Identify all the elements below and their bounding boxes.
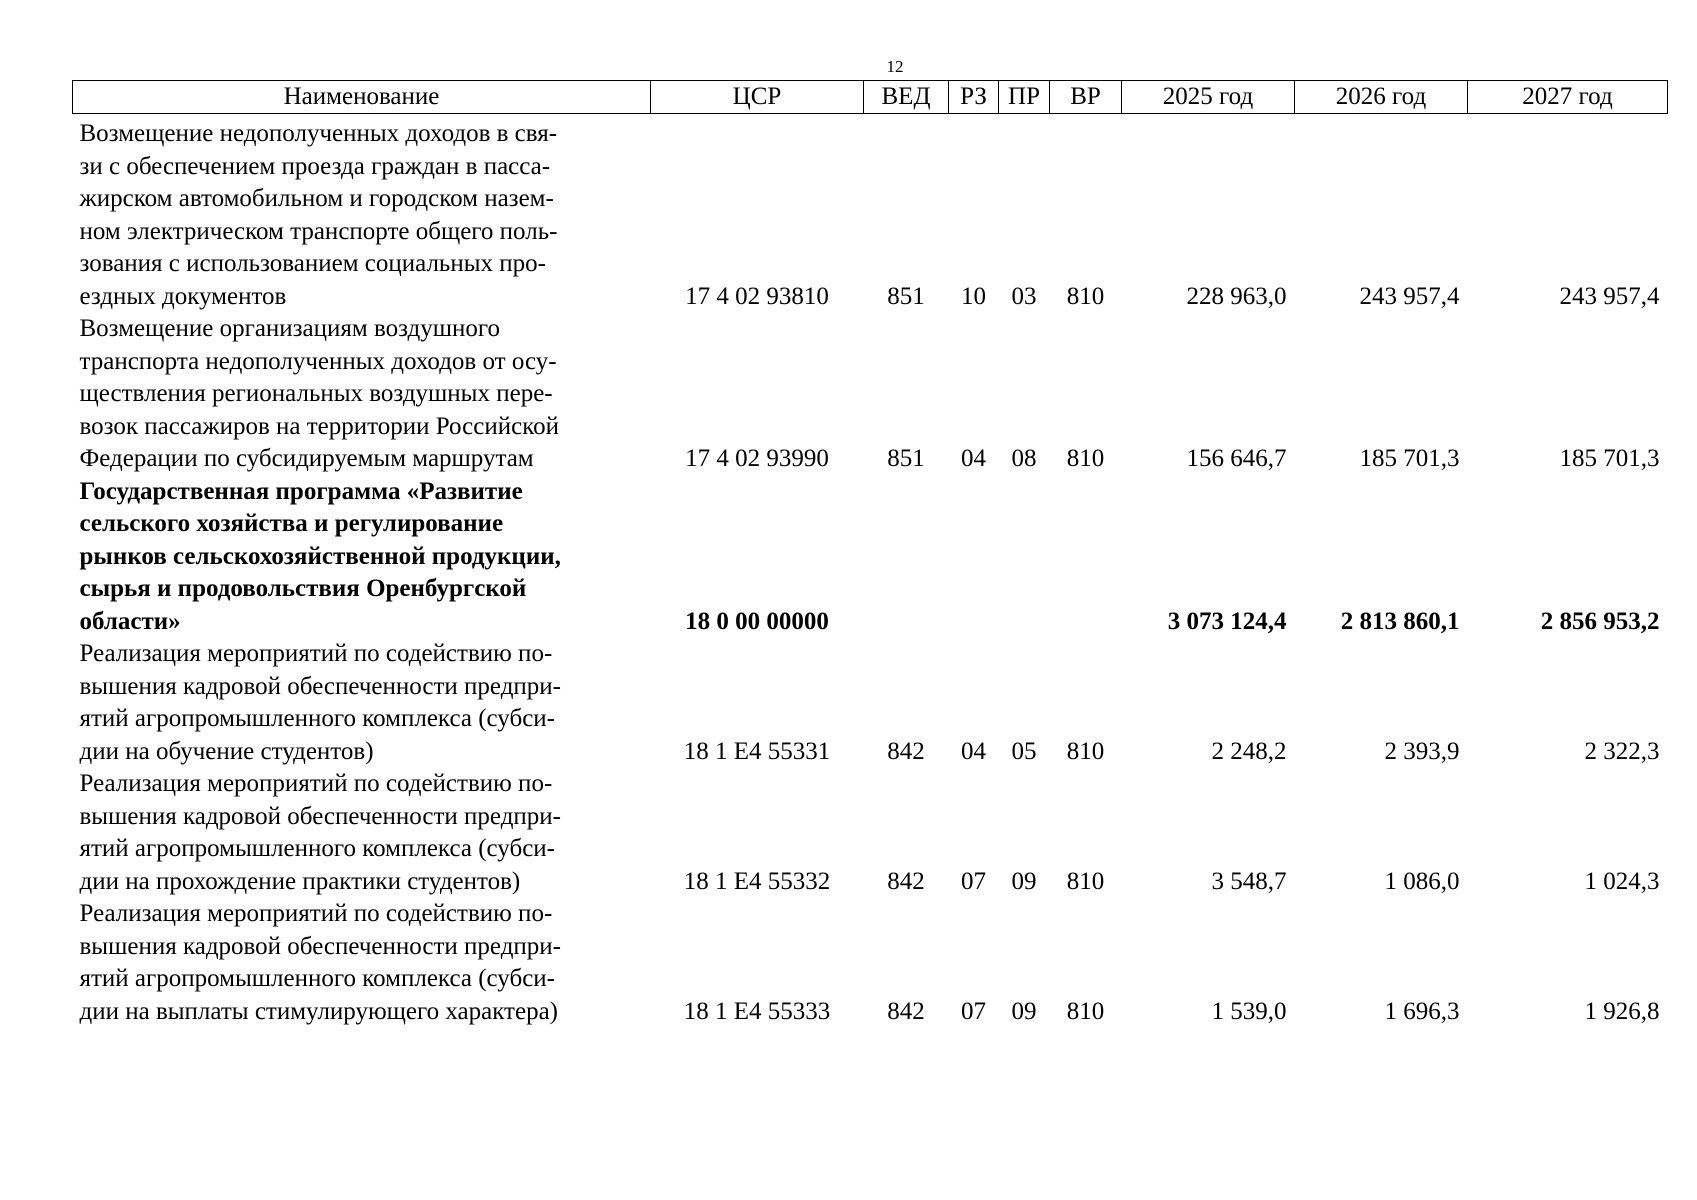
name-line: рынков сельскохозяйственной продукции, <box>79 542 561 570</box>
cell-y2026: 2 813 860,1 <box>1340 607 1460 635</box>
cell-y2025: 156 646,7 <box>1186 445 1287 472</box>
table-header <box>73 81 1668 114</box>
name-line: области» <box>79 607 181 635</box>
cell-y2026: 2 393,9 <box>1384 737 1460 765</box>
header-row <box>73 81 1668 114</box>
name-line: Реализация мероприятий по содействию по- <box>79 900 553 927</box>
name-line: дии на выплаты стимулирующего характера) <box>79 997 559 1025</box>
cell-y2027: 243 957,4 <box>1559 282 1660 310</box>
header-vr: ВР <box>1050 81 1122 114</box>
header-ved: ВЕД <box>864 81 949 114</box>
name-line: ятий агропромышленного комплекса (субси- <box>79 705 555 732</box>
cell-y2025: 228 963,0 <box>1186 282 1287 310</box>
cell-vr: 810 <box>1066 445 1105 472</box>
header-csr: ЦСР <box>651 81 864 114</box>
cell-y2027: 185 701,3 <box>1559 445 1660 472</box>
name-line: Возмещение недополученных доходов в свя- <box>79 120 558 147</box>
cell-csr: 18 1 E4 55332 <box>683 867 831 895</box>
cell-y2025: 2 248,2 <box>1211 737 1287 765</box>
cell-ved: 842 <box>887 737 925 765</box>
cell-y2026: 1 696,3 <box>1384 997 1460 1025</box>
cell-name <box>73 476 651 639</box>
cell-vr: 810 <box>1066 997 1105 1025</box>
name-line: ществления региональных воздушных пере- <box>79 380 553 407</box>
table-row <box>73 114 1668 314</box>
cell-rz: 10 <box>961 282 986 310</box>
name-line: вышения кадровой обеспеченности предпри- <box>79 932 562 960</box>
name-line: дии на прохождение практики студентов) <box>79 867 521 895</box>
name-line: зования с использованием социальных про- <box>79 250 546 277</box>
header-pr: ПР <box>999 81 1050 114</box>
cell-rz: 07 <box>961 997 986 1025</box>
table-row <box>73 476 1668 639</box>
header-2026: 2026 год <box>1295 81 1468 114</box>
name-line: Реализация мероприятий по содействию по- <box>79 640 553 667</box>
table-row <box>73 768 1668 898</box>
table-row <box>73 313 1668 476</box>
cell-pr: 05 <box>1011 737 1037 765</box>
cell-ved: 842 <box>887 997 925 1025</box>
cell-pr: 03 <box>1011 282 1037 310</box>
name-line: транспорта недополученных доходов от осу- <box>79 347 557 375</box>
cell-y2027: 2 322,3 <box>1584 737 1660 765</box>
name-line: сельского хозяйства и регулирование <box>79 510 504 537</box>
name-line: жирском автомобильном и городском назем- <box>79 185 554 212</box>
cell-ved <box>864 476 949 639</box>
cell-name <box>73 638 651 768</box>
cell-vr: 810 <box>1066 282 1105 310</box>
budget-table <box>72 80 1668 1028</box>
name-line: Федерации по субсидируемым маршрутам <box>79 445 534 472</box>
name-line: Возмещение организациям воздушного <box>79 315 501 342</box>
cell-ved: 842 <box>887 867 925 895</box>
header-name: Наименование <box>73 81 651 114</box>
name-line: ном электрическом транспорте общего поль- <box>79 217 558 245</box>
page-number: 12 <box>886 57 904 76</box>
cell-name <box>73 768 651 898</box>
cell-pr: 09 <box>1011 997 1037 1025</box>
name-line: зи с обеспечением проезда граждан в пасса- <box>79 152 551 180</box>
header-2027: 2027 год <box>1468 81 1668 114</box>
name-line: Реализация мероприятий по содействию по- <box>79 770 553 797</box>
cell-pr: 08 <box>1011 445 1037 472</box>
name-line: ездных документов <box>79 282 287 310</box>
cell-vr <box>1050 476 1122 639</box>
name-line: сырья и продовольствия Оренбургской <box>79 575 527 602</box>
header-2025: 2025 год <box>1122 81 1295 114</box>
cell-csr: 18 0 00 00000 <box>685 607 829 635</box>
cell-rz: 07 <box>961 867 986 895</box>
name-line: ятий агропромышленного комплекса (субси- <box>79 835 555 862</box>
cell-name <box>73 114 651 314</box>
cell-vr: 810 <box>1066 867 1105 895</box>
table-row <box>73 638 1668 768</box>
table-row <box>73 898 1668 1028</box>
name-line: вышения кадровой обеспеченности предпри- <box>79 672 562 700</box>
cell-csr: 18 1 E4 55333 <box>683 997 831 1025</box>
cell-rz: 04 <box>961 737 986 765</box>
cell-name <box>73 313 651 476</box>
cell-name <box>73 898 651 1028</box>
name-line: вышения кадровой обеспеченности предпри- <box>79 802 562 830</box>
cell-y2027: 1 926,8 <box>1584 997 1660 1025</box>
cell-ved: 851 <box>887 445 925 472</box>
cell-y2026: 1 086,0 <box>1384 867 1460 895</box>
header-rz: РЗ <box>949 81 999 114</box>
name-line: Государственная программа «Развитие <box>79 477 523 505</box>
cell-pr <box>999 476 1050 639</box>
cell-y2025: 1 539,0 <box>1211 997 1287 1025</box>
cell-y2026: 243 957,4 <box>1359 282 1460 310</box>
name-line: возок пассажиров на территории Российской <box>79 412 559 440</box>
cell-rz <box>949 476 999 639</box>
cell-rz: 04 <box>961 445 986 472</box>
cell-y2026: 185 701,3 <box>1359 445 1460 472</box>
cell-y2027: 2 856 953,2 <box>1540 607 1660 635</box>
cell-pr: 09 <box>1011 867 1037 895</box>
cell-y2025: 3 548,7 <box>1211 867 1287 895</box>
name-line: дии на обучение студентов) <box>79 737 374 765</box>
cell-y2025: 3 073 124,4 <box>1167 607 1287 635</box>
cell-csr: 17 4 02 93990 <box>685 445 829 472</box>
cell-vr: 810 <box>1066 737 1105 765</box>
name-line: ятий агропромышленного комплекса (субси- <box>79 965 555 992</box>
cell-ved: 851 <box>887 282 925 310</box>
cell-csr: 17 4 02 93810 <box>685 282 829 310</box>
cell-csr: 18 1 E4 55331 <box>683 737 831 765</box>
cell-y2027: 1 024,3 <box>1584 867 1660 895</box>
table-body <box>73 114 1668 1029</box>
